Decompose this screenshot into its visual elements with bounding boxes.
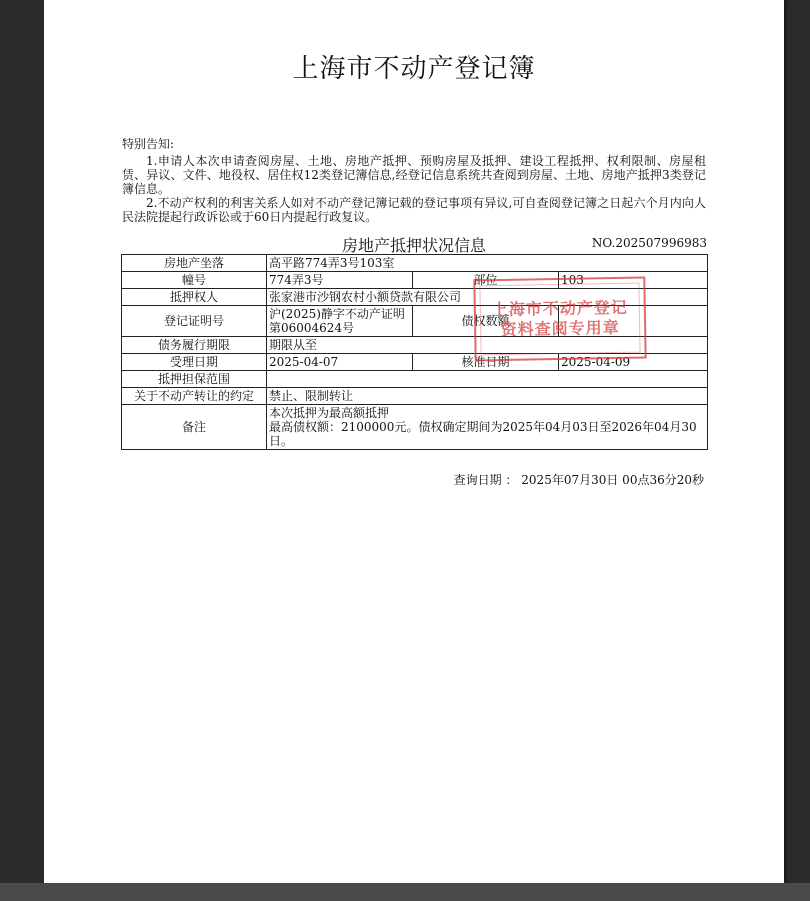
- scope-label: 抵押担保范围: [122, 371, 267, 388]
- approve-date-label: 核准日期: [413, 354, 559, 371]
- building-value: 774弄3号: [267, 272, 413, 289]
- remark-line-1: 本次抵押为最高额抵押: [269, 406, 390, 420]
- transfer-value: 禁止、限制转让: [267, 388, 708, 405]
- building-label: 幢号: [122, 272, 267, 289]
- mortgagee-value: 张家港市沙钢农村小额贷款有限公司: [267, 289, 708, 306]
- stamp-line-1: 上海市不动产登记: [491, 297, 628, 320]
- amount-label: 债权数额: [413, 306, 559, 337]
- query-date: 查询日期 ： 2025年07月30日 00点36分20秒: [453, 473, 704, 487]
- scope-value: [267, 371, 708, 388]
- accept-date-label: 受理日期: [122, 354, 267, 371]
- document-number: NO.202507996983: [591, 236, 707, 250]
- remark-label: 备注: [122, 405, 267, 450]
- accept-date-value: 2025-04-07: [267, 354, 413, 371]
- approve-date-value: 2025-04-09: [559, 354, 708, 371]
- stamp-line-2: 资料查阅专用章: [500, 317, 620, 340]
- unit-label: 部位: [413, 272, 559, 289]
- cert-value: 沪(2025)静字不动产证明第06004624号: [267, 306, 413, 337]
- notice-heading: 特别告知:: [122, 137, 175, 151]
- special-notice: [122, 137, 706, 224]
- remark-value: [267, 405, 708, 450]
- notice-item-2: 2.不动产权利的利害关系人如对不动产登记簿记载的登记事项有异议,可自查阅登记簿之日起六个月内向人民法院提起行政诉讼或于60日内提起行政复议。: [122, 196, 706, 224]
- mortgagee-label: 抵押权人: [122, 289, 267, 306]
- document-title: 上海市不动产登记簿: [292, 54, 536, 84]
- document-page: [44, 0, 784, 883]
- table-row: [122, 405, 708, 450]
- cert-label: 登记证明号: [122, 306, 267, 337]
- table-row: [122, 371, 708, 388]
- viewer-bottom-bar: [0, 883, 810, 901]
- unit-value: 103: [559, 272, 708, 289]
- section-title: 房地产抵押状况信息: [341, 236, 486, 255]
- table-row: [122, 388, 708, 405]
- section-header: [121, 233, 707, 255]
- remark-line-2: 最高债权额：2100000元。债权确定期间为2025年04月03日至2026年04月30日。: [269, 420, 697, 448]
- period-value: 期限从至: [267, 337, 708, 354]
- location-label: 房地产坐落: [122, 255, 267, 272]
- period-label: 债务履行期限: [122, 337, 267, 354]
- table-row: [122, 255, 708, 272]
- official-seal-stamp: [473, 277, 646, 362]
- location-value: 高平路774弄3号103室: [267, 255, 708, 272]
- notice-item-1: 1.申请人本次申请查阅房屋、土地、房地产抵押、预购房屋及抵押、建设工程抵押、权利限制、房屋租赁、异议、文件、地役权、居住权12类登记簿信息,经登记信息系统共查阅到房屋、土地、房地产抵押3类登记簿信息。: [122, 154, 706, 196]
- transfer-label: 关于不动产转让的约定: [122, 388, 267, 405]
